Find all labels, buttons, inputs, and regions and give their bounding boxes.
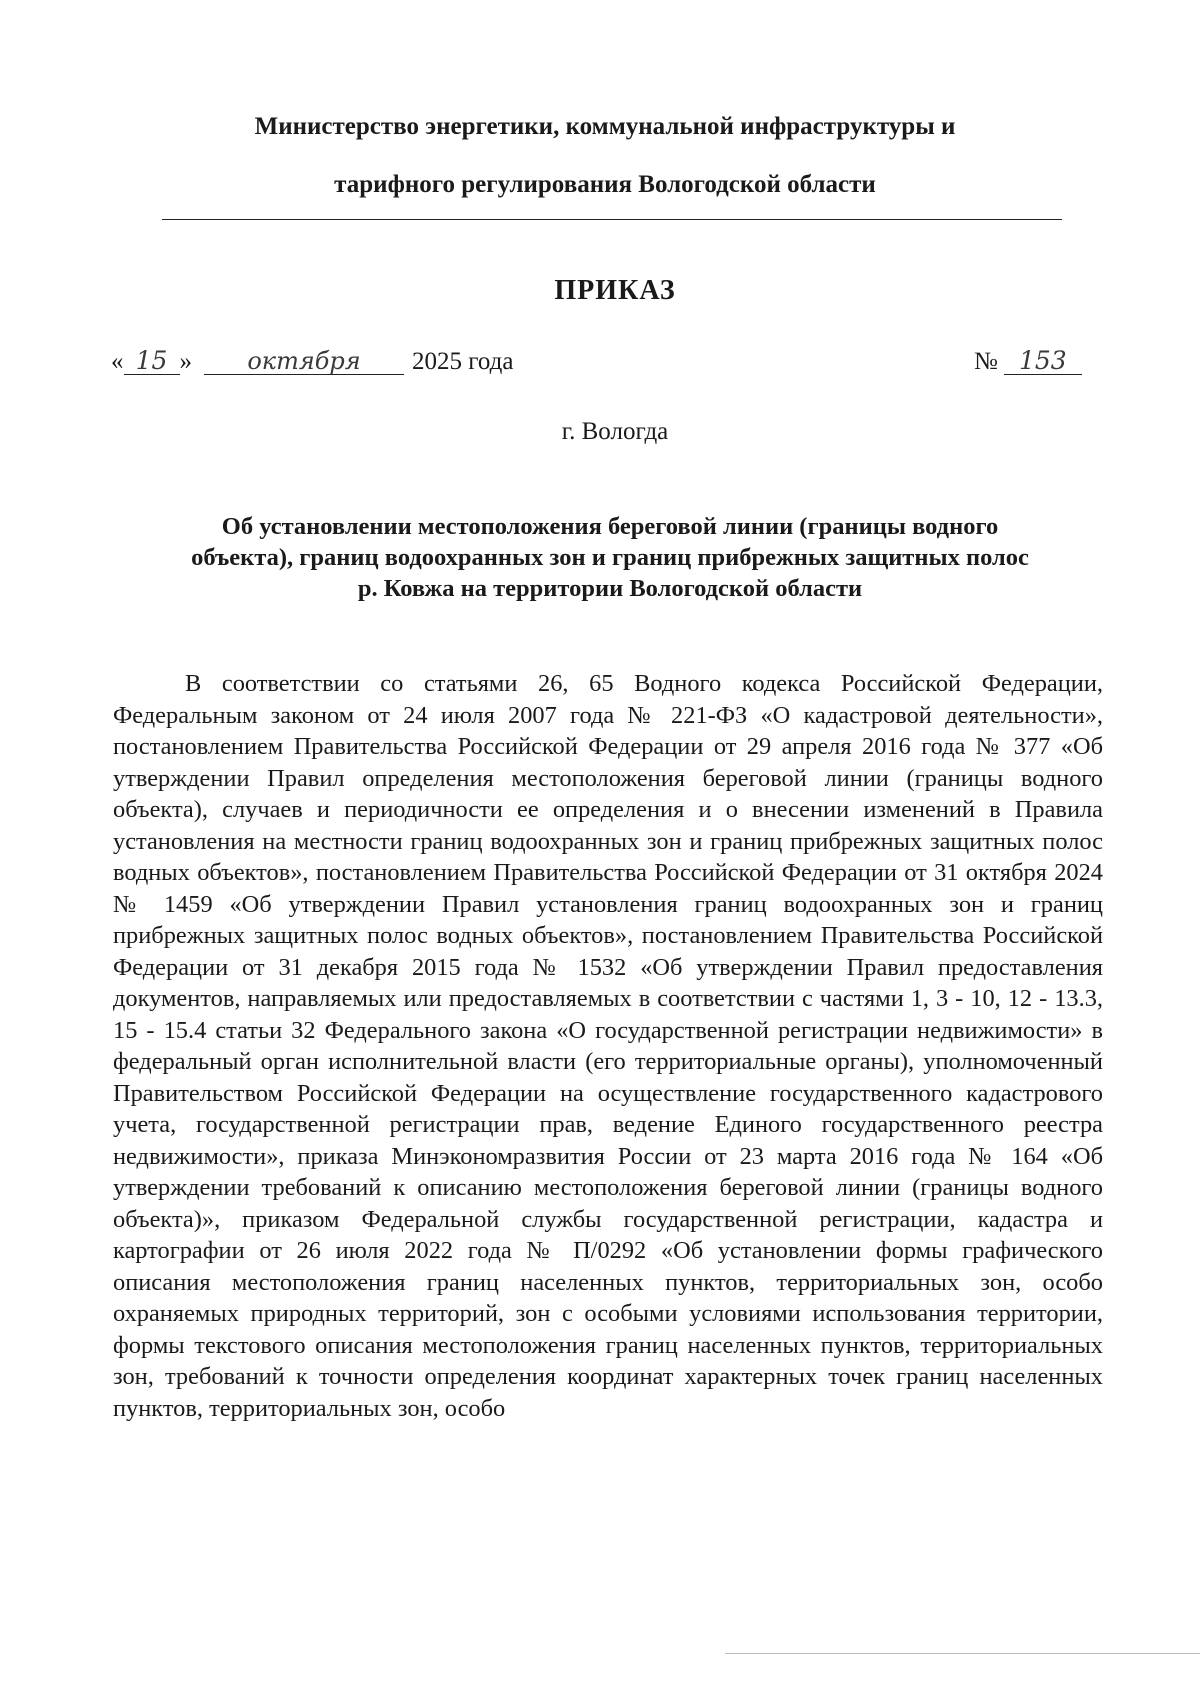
order-number bbox=[974, 348, 1082, 376]
date-year: 2025 года bbox=[412, 348, 514, 375]
order-title-line-2: объекта), границ водоохранных зон и границ прибрежных защитных полос bbox=[191, 544, 1029, 571]
ministry-header-line-2: тарифного регулирования Вологодской области bbox=[334, 171, 876, 198]
scan-bottom-line bbox=[725, 1653, 1200, 1654]
document-type-heading: ПРИКАЗ bbox=[554, 275, 676, 306]
body-paragraph: В соответствии со статьями 26, 65 Водного кодекса Российской Федерации, Федеральным законом от 24 июля 2007 года № 221-ФЗ «О кадастровой деятельности», постановлением Правительства Российской Федерации от 29 апреля 2016 года № 377 «Об утверждении Правил определения местоположения береговой линии (границы водного объекта), случаев и периодичности ее определения и о внесении изменений в Правила установления на местности границ водоохранных зон и границ прибрежных защитных полос водных объектов», постановлением Правительства Российской Федерации от 31 октября 2024 № 1459 «Об утверждении Правил установления границ водоохранных зон и границ прибрежных защитных полос водных объектов», постановлением Правительства Российской Федерации от 31 декабря 2015 года № 1532 «Об утверждении Правил предоставления документов, направляемых или предоставляемых в соответствии с частями 1, 3 - 10, 12 - 13.3, 15 - 15.4 статьи 32 Федерального закона «О государственной регистрации недвижимости» в федеральный орган исполнительной власти (его территориальные органы), уполномоченный Правительством Российской Федерации на осуществление государственного кадастрового учета, государственной регистрации прав, ведение Единого государственного реестра недвижимости», приказа Минэкономразвития России от 23 марта 2016 года № 164 «Об утверждении требований к описанию местоположения береговой линии (границы водного объекта)», приказом Федеральной службы государственной регистрации, кадастра и картографии от 26 июля 2022 года № П/0292 «Об установлении формы графического описания местоположения границ населенных пунктов, территориальных зон, особо охраняемых природных территорий, зон с особыми условиями использования территории, формы текстового описания местоположения границ населенных пунктов, территориальных зон, требований к точности определения координат характерных точек границ населенных пунктов, территориальных зон, особо bbox=[113, 670, 1103, 1422]
date-open-quote: « bbox=[111, 348, 124, 375]
number-sign: № bbox=[974, 348, 998, 375]
date-day-handwritten: 15 bbox=[124, 348, 180, 375]
ministry-header-line-1: Министерство энергетики, коммунальной инфраструктуры и bbox=[254, 113, 956, 140]
order-title-line-3: р. Ковжа на территории Вологодской области bbox=[357, 575, 863, 602]
order-title bbox=[130, 511, 1090, 604]
city-line: г. Вологда bbox=[561, 418, 669, 445]
header-divider bbox=[162, 219, 1062, 220]
date-month-handwritten: октября bbox=[204, 348, 404, 375]
ministry-header bbox=[150, 98, 1060, 214]
order-date bbox=[111, 348, 513, 376]
number-value-handwritten: 153 bbox=[1004, 348, 1082, 375]
order-title-line-1: Об установлении местоположения береговой линии (границы водного bbox=[221, 513, 999, 540]
date-close-quote: » bbox=[179, 348, 192, 375]
